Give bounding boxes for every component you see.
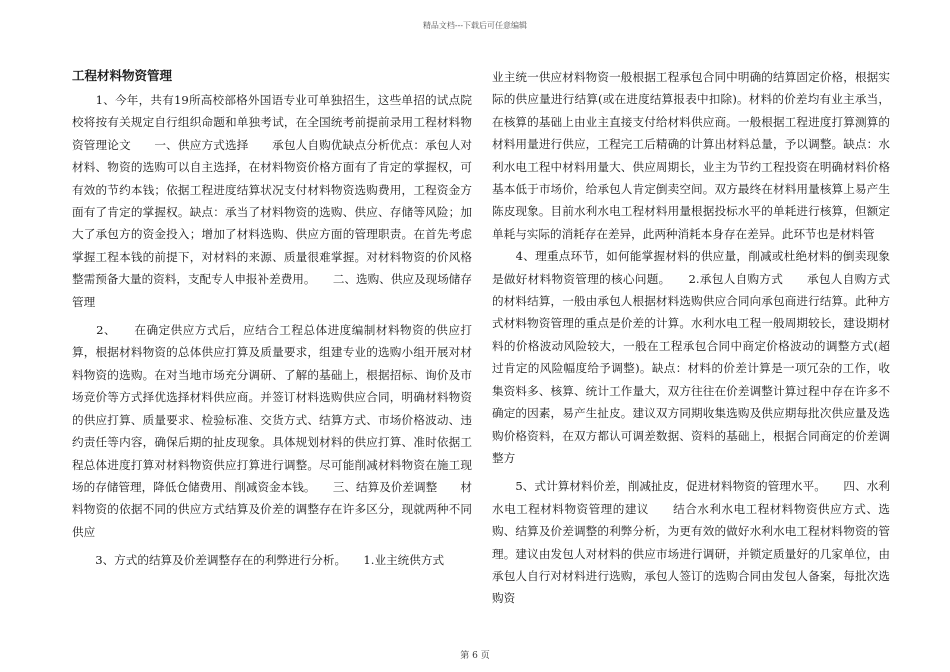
document-title: 工程材料物资管理	[72, 68, 173, 83]
page-number: 第 6 页	[460, 651, 490, 661]
right-column	[492, 66, 890, 610]
left-column	[72, 66, 472, 572]
header-note: 精品文档---下载后可任意编辑	[422, 21, 528, 30]
paragraph-2: 2、 在确定供应方式后，应结合工程总体进度编制材料物资的供应打算，根据材料物资的总体供应打算及质量要求，组建专业的选购小组开展对材料物资的选购。在对当地市场充分调研、了解的基础上，根据招标、询价及市场竞价等方式择优选择材料供应商。并签订材料选购供应合同，明确材料物资的供应打算、质量要求、检验标准、交货方式、结算方式、市场价格波动、违约责任等内容，确保后期的扯皮现象。具体规划材料的供应打算、准时依据工程总体进度打算对材料物资供应打算进行调整。尽可能削减材料物资在施工现场的存储管理，降低仓储费用、削减资金本钱。 三、结算及价差调整 材料物资的依据不同的供应方式结算及价差的调整存在许多区分，现就两种不同供应	[72, 323, 472, 539]
paragraph-3-continued: 业主统一供应材料物资一般根据工程承包合同中明确的结算固定价格，根据实际的供应量进行结算(或在进度结算报表中扣除)。材料的价差均有业主承当，在核算的基础上由业主直接支付给材料供应商。一般根据工程进度打算测算的材料用量进行供应，工程完工后精确的计算出材料总量，予以调整。缺点：水利水电工程中材料用量大、供应周期长，业主为节约工程投资在明确材料价格基本低于市场价，给承包人肯定倒卖空间。双方最终在材料用量核算上易产生陈皮现象。目前水利水电工程材料用量根据投标水平的单耗进行核算，但额定单耗与实际的消耗存在差异，此两种消耗本身存在差异。此环节也是材料管	[492, 70, 890, 241]
paragraph-4: 4、理重点环节，如何能掌握材料的供应量，削减或杜绝材料的倒卖现象是做好材料物资管理的核心问题。 2.承包人自购方式 承包人自购方式的材料结算，一般由承包人根据材料选购供应合同向承包商进行结算。此种方式材料物资管理的重点是价差的计算。水利水电工程一般周期较长，建设期材料的价格波动风险较大，一般在工程承包合同中商定价格波动的调整方式(超过肯定的风险幅度给予调整)。缺点：材料的价差计算是一项冗杂的工作，收集资料多、核算、统计工作量大，双方往往在价差调整计算过程中存在许多不确定的因素，易产生扯皮。建议双方同期收集选购及供应期每批次供应量及选购价格资料，在双方都认可调差数据、资料的基础上，根据合同商定的价差调整方	[492, 249, 890, 465]
paragraph-1: 1、今年，共有19所高校部格外国语专业可单独招生，这些单招的试点院校将按有关规定自行组织命题和单独考试，在全国统考前提前录用工程材料物资管理论文 一、供应方式选择 承包人自购优缺点分析优点：承包人对材料、物资的选购可以自主选择，在材料物资价格方面有了肯定的掌握权，可有效的节约本钱；依据工程进度结算状况支付材料物资选购费用，工程资金方面有了肯定的掌握权。缺点：承当了材料物资的选购、供应、存储等风险；加大了承包方的资金投入；增加了材料选购、供应方面的管理职责。在首先考虑掌握工程本钱的前提下，对材料的来源、质量很难掌握。对材料物资的价风格整需预备大量的资料，支配专人申报补差费用。 二、选购、供应及现场储存管理	[72, 93, 472, 309]
paragraph-3: 3、方式的结算及价差调整存在的利弊进行分析。 1.业主统供方式	[72, 553, 445, 568]
paragraph-5: 5、式计算材料价差，削减扯皮，促进材料物资的管理水平。 四、水利水电工程材料物资管理的建议 结合水利水电工程材料物资供应方式、选购、结算及价差调整的利弊分析，为更有效的做好水利水电工程材料物资的管理。建议由发包人对材料的供应市场进行调研，并锁定质量好的几家单位，由承包人自行对材料进行选购，承包人签订的选购合同由发包人备案，每批次选购资	[492, 479, 890, 606]
